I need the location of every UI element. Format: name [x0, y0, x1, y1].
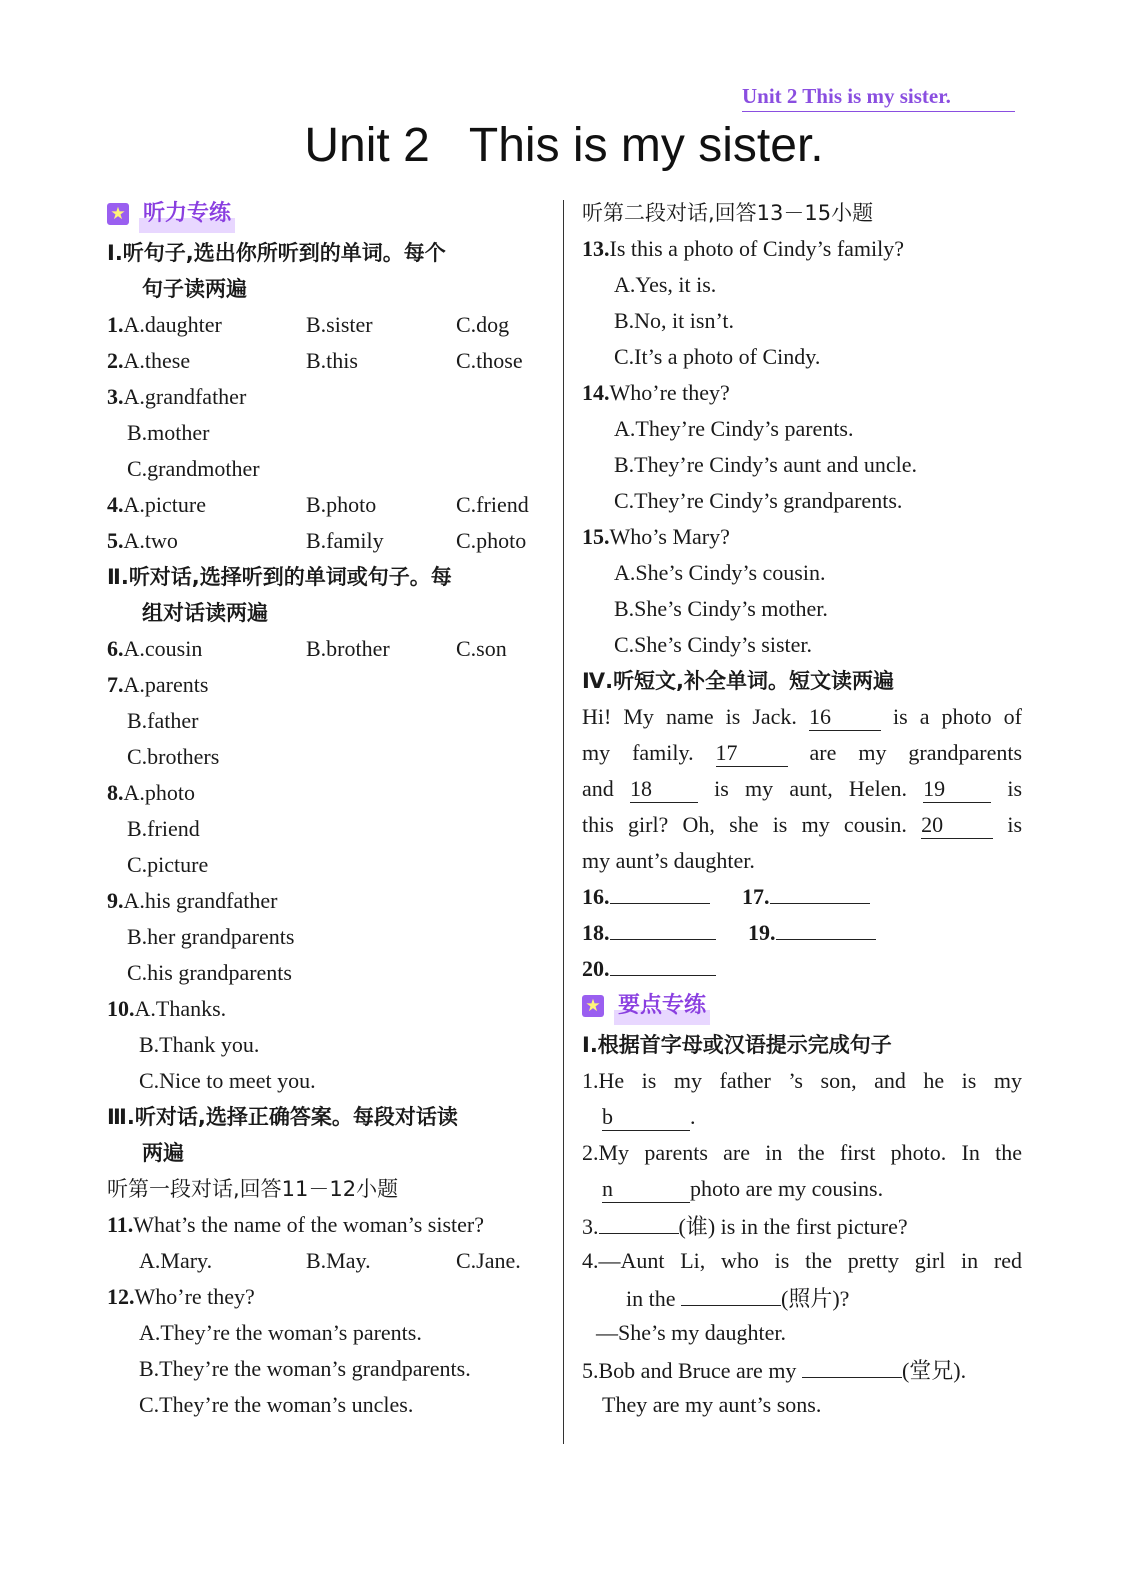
- left-column: [107, 195, 549, 1423]
- question-10-option-c: C.Nice to meet you.: [139, 1068, 316, 1093]
- kp-blank-4[interactable]: [681, 1279, 781, 1306]
- answer-field-17[interactable]: [770, 881, 870, 904]
- question-13-option-c: C.It’s a photo of Cindy.: [614, 344, 821, 369]
- answer-field-19[interactable]: [776, 917, 876, 940]
- question-12-option-b: B.They’re the woman’s grandparents.: [139, 1356, 471, 1381]
- blank-19[interactable]: 19: [923, 776, 991, 803]
- question-7: 7.A.parents: [107, 672, 209, 697]
- kp-question-4-answer: —She’s my daughter.: [596, 1320, 787, 1345]
- dialog2-label: 听第二段对话,回答13－15小题: [582, 201, 874, 225]
- question-5: 5.A.two B.family C.photo: [107, 528, 527, 553]
- blank-18[interactable]: 18: [630, 776, 698, 803]
- kp-question-1: 1.He is my father ’s son, and he is my: [582, 1068, 1022, 1093]
- kp-question-1-blank: b .: [602, 1104, 696, 1129]
- question-12-option-c: C.They’re the woman’s uncles.: [139, 1392, 414, 1417]
- kp-question-3: 3. (谁) is in the first picture?: [582, 1207, 1022, 1243]
- question-3-option-b: B.mother: [127, 420, 210, 445]
- question-15: 15.Who’s Mary?: [582, 524, 730, 549]
- answer-field-18[interactable]: [610, 917, 716, 940]
- answer-row-1: 16. 17.: [582, 879, 1022, 915]
- question-15-option-b: B.She’s Cindy’s mother.: [614, 596, 828, 621]
- kp-question-5-cont: They are my aunt’s sons.: [602, 1392, 822, 1417]
- part1-instruction-cont: 句子读两遍: [142, 277, 247, 301]
- passage-line-5: my aunt’s daughter.: [582, 848, 755, 873]
- question-2: 2.A.these B.this C.those: [107, 348, 523, 373]
- blank-20[interactable]: 20: [921, 812, 993, 839]
- question-3: 3.A.grandfather: [107, 384, 247, 409]
- star-icon: ★: [582, 995, 604, 1017]
- right-column: [582, 195, 1022, 1423]
- answer-row-2: 18. 19.: [582, 915, 1022, 951]
- passage-line-3: and 18 is my aunt, Helen. 19 is: [582, 776, 1023, 801]
- kp-question-2-blank: n photo are my cousins.: [602, 1176, 884, 1201]
- question-9-option-c: C.his grandparents: [127, 960, 292, 985]
- question-7-option-c: C.brothers: [127, 744, 220, 769]
- question-14: 14.Who’re they?: [582, 380, 730, 405]
- question-4: 4.A.picture B.photo C.friend: [107, 492, 529, 517]
- kp-blank-2[interactable]: n: [602, 1176, 690, 1203]
- question-14-option-c: C.They’re Cindy’s grandparents.: [614, 488, 903, 513]
- unit-header-tag: Unit 2 This is my sister.: [742, 84, 1015, 112]
- passage-line-2: my family. 17 are my grandparents: [582, 740, 1023, 765]
- section-label: 要点专练: [614, 987, 710, 1025]
- question-8-option-b: B.friend: [127, 816, 200, 841]
- question-9-option-b: B.her grandparents: [127, 924, 295, 949]
- kp-question-4-cont: in the (照片)?: [582, 1279, 1022, 1315]
- question-12: 12.Who’re they?: [107, 1284, 255, 1309]
- question-10-option-b: B.Thank you.: [139, 1032, 260, 1057]
- question-6: 6.A.cousin B.brother C.son: [107, 636, 507, 661]
- question-8-option-c: C.picture: [127, 852, 209, 877]
- question-15-option-a: A.She’s Cindy’s cousin.: [614, 560, 826, 585]
- kp-question-5: 5.Bob and Bruce are my (堂兄).: [582, 1351, 1022, 1387]
- answer-row-3: 20.: [582, 951, 1022, 987]
- question-3-option-c: C.grandmother: [127, 456, 260, 481]
- kp-part1-instruction: Ⅰ.根据首字母或汉语提示完成句子: [582, 1033, 892, 1057]
- answer-field-16[interactable]: [610, 881, 710, 904]
- question-9: 9.A.his grandfather: [107, 888, 278, 913]
- column-divider: [563, 200, 564, 1444]
- part2-instruction-cont: 组对话读两遍: [142, 601, 268, 625]
- part3-instruction: Ⅲ.听对话,选择正确答案。每段对话读: [107, 1105, 458, 1129]
- keypoints-section-header: [582, 987, 1022, 1025]
- question-13-option-a: A.Yes, it is.: [614, 272, 717, 297]
- question-14-option-b: B.They’re Cindy’s aunt and uncle.: [614, 452, 918, 477]
- star-icon: ★: [107, 203, 129, 225]
- question-11-options: A.Mary. B.May. C.Jane.: [139, 1248, 521, 1273]
- question-10: 10.A.Thanks.: [107, 996, 227, 1021]
- blank-17[interactable]: 17: [716, 740, 788, 767]
- question-13-option-b: B.No, it isn’t.: [614, 308, 735, 333]
- passage-line-1: Hi! My name is Jack. 16 is a photo of: [582, 704, 1023, 729]
- page-title: Unit 2 This is my sister.: [304, 119, 824, 172]
- passage-line-4: this girl? Oh, she is my cousin. 20 is: [582, 812, 1023, 837]
- question-1: 1.A.daughter B.sister C.dog: [107, 312, 510, 337]
- section-label: 听力专练: [139, 195, 235, 233]
- kp-blank-3[interactable]: [599, 1207, 679, 1234]
- kp-question-4: 4.—Aunt Li, who is the pretty girl in red: [582, 1248, 1022, 1273]
- answer-field-20[interactable]: [610, 953, 716, 976]
- question-7-option-b: B.father: [127, 708, 199, 733]
- question-8: 8.A.photo: [107, 780, 195, 805]
- part2-instruction: Ⅱ.听对话,选择听到的单词或句子。每: [107, 565, 452, 589]
- part1-instruction: Ⅰ.听句子,选出你所听到的单词。每个: [107, 241, 446, 265]
- dialog1-label: 听第一段对话,回答11－12小题: [107, 1177, 399, 1201]
- kp-blank-5[interactable]: [802, 1351, 902, 1378]
- listening-section-header: [107, 195, 549, 233]
- question-13: 13.Is this a photo of Cindy’s family?: [582, 236, 905, 261]
- question-15-option-c: C.She’s Cindy’s sister.: [614, 632, 813, 657]
- question-12-option-a: A.They’re the woman’s parents.: [139, 1320, 422, 1345]
- question-14-option-a: A.They’re Cindy’s parents.: [614, 416, 854, 441]
- question-11: 11.What’s the name of the woman’s sister?: [107, 1212, 484, 1237]
- kp-blank-1[interactable]: b: [602, 1104, 690, 1131]
- kp-question-2: 2.My parents are in the first photo. In the: [582, 1140, 1022, 1165]
- part4-instruction: Ⅳ.听短文,补全单词。短文读两遍: [582, 669, 895, 693]
- part3-instruction-cont: 两遍: [142, 1141, 184, 1165]
- blank-16[interactable]: 16: [809, 704, 881, 731]
